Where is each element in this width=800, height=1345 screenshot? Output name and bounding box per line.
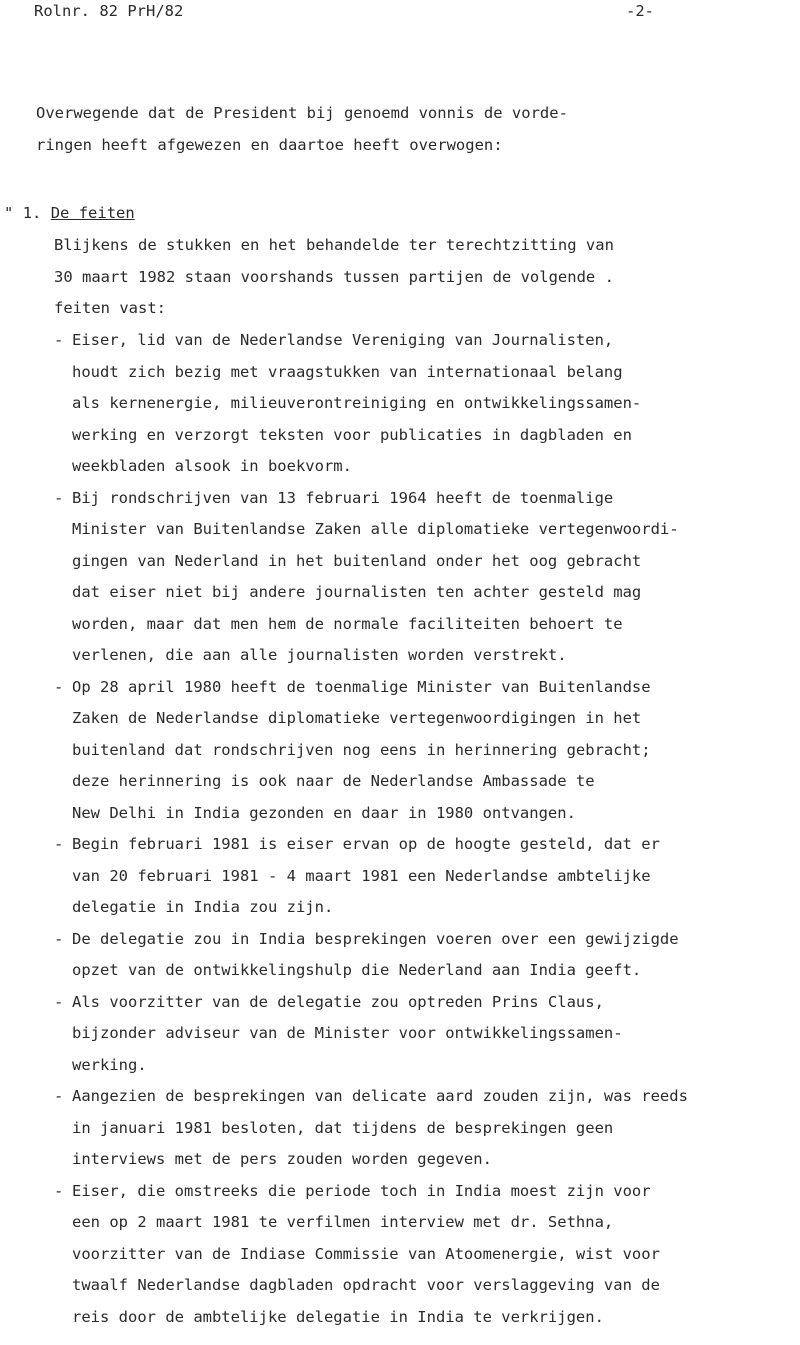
fact-line: Als voorzitter van de delegatie zou optreden Prins Claus, — [72, 992, 604, 1011]
fact-line: Begin februari 1981 is eiser ervan op de hoogte gesteld, dat er — [72, 835, 660, 853]
fact-item — [54, 1176, 800, 1334]
list-dash: - — [54, 992, 64, 1011]
fact-line: een op 2 maart 1981 te verfilmen interview met dr. Sethna, — [72, 1213, 614, 1231]
section-mark: " — [4, 204, 14, 222]
fact-line: twaalf Nederlandse dagbladen opdracht voor verslaggeving van de — [72, 1276, 660, 1294]
list-dash: - — [54, 929, 64, 948]
list-dash: - — [54, 677, 64, 696]
fact-line: van 20 februari 1981 - 4 maart 1981 een Nederlandse ambtelijke — [72, 866, 651, 885]
fact-item — [54, 325, 800, 483]
page-number: -2- — [626, 2, 654, 20]
section-number: 1. — [22, 204, 42, 222]
fact-line: reis door de ambtelijke delegatie in India te verkrijgen. — [72, 1307, 604, 1326]
fact-line: Eiser, lid van de Nederlandse Vereniging van Journalisten, — [72, 331, 614, 349]
fact-line: buitenland dat rondschrijven nog eens in herinnering gebracht; — [72, 740, 651, 759]
fact-item — [54, 1081, 800, 1176]
fact-line: voorzitter van de Indiase Commissie van Atoomenergie, wist voor — [72, 1244, 660, 1263]
fact-line: werking en verzorgt teksten voor publicaties in dagbladen en — [72, 425, 632, 444]
fact-line: deze herinnering is ook naar de Nederlandse Ambassade te — [72, 772, 595, 790]
fact-item — [54, 924, 800, 987]
fact-item — [54, 987, 800, 1082]
fact-line: in januari 1981 besloten, dat tijdens de besprekingen geen — [72, 1118, 614, 1137]
fact-line: bijzonder adviseur van de Minister voor ontwikkelingssamen- — [72, 1024, 623, 1042]
section-heading — [4, 198, 135, 230]
fact-item — [54, 483, 800, 672]
fact-line: opzet van de ontwikkelingshulp die Nederland aan India geeft. — [72, 961, 642, 979]
fact-line: verlenen, die aan alle journalisten worden verstrekt. — [72, 646, 567, 664]
list-dash: - — [54, 331, 64, 349]
intro-line: Overwegende dat de President bij genoemd vonnis de vorde- — [36, 104, 568, 122]
fact-line: New Delhi in India gezonden en daar in 1980 ontvangen. — [72, 803, 576, 822]
fact-item — [54, 829, 800, 924]
case-reference: Rolnr. 82 PrH/82 — [34, 2, 184, 20]
fact-line: De delegatie zou in India besprekingen voeren over een gewijzigde — [72, 929, 679, 948]
fact-line: delegatie in India zou zijn. — [72, 898, 334, 916]
fact-item — [54, 672, 800, 830]
fact-line: Minister van Buitenlandse Zaken alle diplomatieke vertegenwoordi- — [72, 520, 679, 538]
intro-line: ringen heeft afgewezen en daartoe heeft overwogen: — [36, 135, 503, 154]
list-dash: - — [54, 488, 64, 507]
intro-paragraph — [36, 98, 776, 161]
facts-list — [54, 325, 800, 1333]
lead-line: feiten vast: — [54, 299, 166, 317]
lead-line: Blijkens de stukken en het behandelde ter terechtzitting van — [54, 236, 614, 254]
fact-line: houdt zich bezig met vraagstukken van internationaal belang — [72, 362, 623, 381]
list-dash: - — [54, 835, 64, 853]
fact-line: weekbladen alsook in boekvorm. — [72, 457, 352, 475]
fact-line: Zaken de Nederlandse diplomatieke vertegenwoordigingen in het — [72, 709, 642, 727]
list-dash: - — [54, 1181, 64, 1200]
lead-line: 30 maart 1982 staan voorshands tussen partijen de volgende . — [54, 267, 614, 286]
fact-line: gingen van Nederland in het buitenland onder het oog gebracht — [72, 551, 642, 570]
section-title: De feiten — [50, 204, 135, 222]
fact-line: worden, maar dat men hem de normale faciliteiten behoert te — [72, 614, 623, 633]
fact-line: Bij rondschrijven van 13 februari 1964 heeft de toenmalige — [72, 488, 614, 507]
fact-line: werking. — [72, 1055, 147, 1074]
lead-paragraph — [54, 230, 794, 325]
list-dash: - — [54, 1087, 64, 1105]
fact-line: Aangezien de besprekingen van delicate aard zouden zijn, was reeds — [72, 1087, 688, 1105]
fact-line: interviews met de pers zouden worden gegeven. — [72, 1150, 492, 1168]
fact-line: Eiser, die omstreeks die periode toch in India moest zijn voor — [72, 1181, 651, 1200]
fact-line: Op 28 april 1980 heeft de toenmalige Minister van Buitenlandse — [72, 677, 651, 696]
fact-line: als kernenergie, milieuverontreiniging en ontwikkelingssamen- — [72, 394, 642, 412]
fact-line: dat eiser niet bij andere journalisten ten achter gesteld mag — [72, 583, 642, 601]
